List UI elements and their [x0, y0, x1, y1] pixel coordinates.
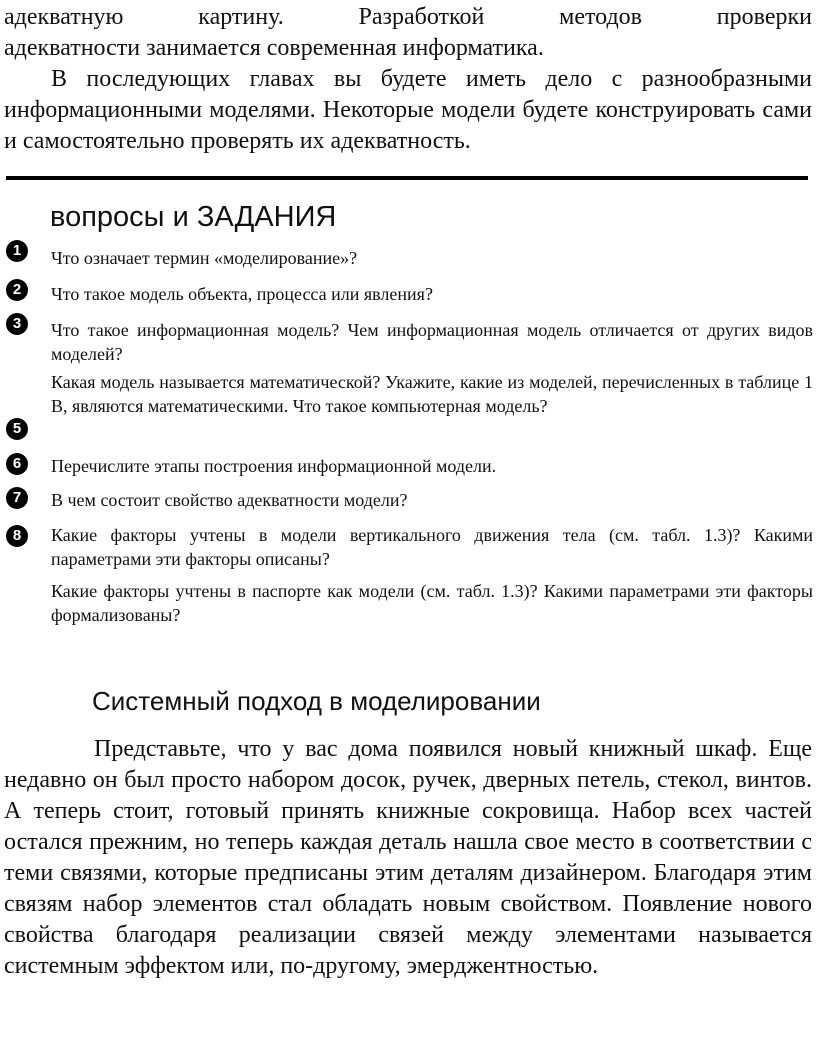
intro-paragraph-2: В последующих главах вы будете иметь дело с разнообразными информационными моделями. Некоторые модели будете конструировать сами и самостоятельно проверять их адекватность. [4, 66, 812, 154]
question-3-text: Что такое информационная модель? Чем информационная модель отличается от других видов моделей? [51, 320, 813, 364]
number-8-icon: 8 [6, 525, 28, 547]
number-1-icon: 1 [6, 240, 28, 262]
number-6-icon: 6 [6, 453, 28, 475]
system-approach-heading: Системный подход в моделировании [92, 686, 541, 716]
question-6-text: Перечислите этапы построения информационной модели. [51, 456, 497, 476]
number-7-icon: 7 [6, 487, 28, 509]
number-5-icon: 5 [6, 418, 28, 440]
question-1-text: Что означает термин «моделирование»? [51, 248, 358, 268]
system-approach-paragraph: Представьте, что у вас дома появился новый книжный шкаф. Еще недавно он был просто набором досок, ручек, дверных петель, стекол, винтов. А теперь стоит, готовый принять книжные сокровища. Набор всех частей остался прежним, но теперь каждая деталь нашла свое место в соответствии с теми связями, которые предписаны этим деталям дизайнером. Благодаря этим связям набор элементов стал обладать новым свойством. Появление нового свойства благодаря реализации связей между элементами называется системным эффектом или, по-другому, эмерджентностью. [4, 736, 812, 979]
question-5-text: Какая модель называется математической? Укажите, какие из моделей, перечисленных в таблице 1 В, являются математическими. Что такое компьютерная модель? [51, 372, 813, 416]
intro-line-2: адекватности занимается современная информатика. [4, 35, 544, 61]
number-2-icon: 2 [6, 279, 28, 301]
question-2-text: Что такое модель объекта, процесса или явления? [51, 284, 433, 304]
section-divider [6, 176, 808, 180]
number-3-icon: 3 [6, 313, 28, 335]
question-7-text: В чем состоит свойство адекватности модели? [51, 490, 408, 510]
question-8-followup-text: Какие факторы учтены в паспорте как модели (см. табл. 1.3)? Какими параметрами эти факторы формализованы? [51, 581, 813, 625]
questions-title: вопросы и ЗАДАНИЯ [50, 201, 337, 233]
intro-line-1: адекватную картину. Разработкой методов проверки [4, 4, 812, 30]
question-8-text: Какие факторы учтены в модели вертикального движения тела (см. табл. 1.3)? Какими параметрами эти факторы описаны? [51, 525, 813, 569]
